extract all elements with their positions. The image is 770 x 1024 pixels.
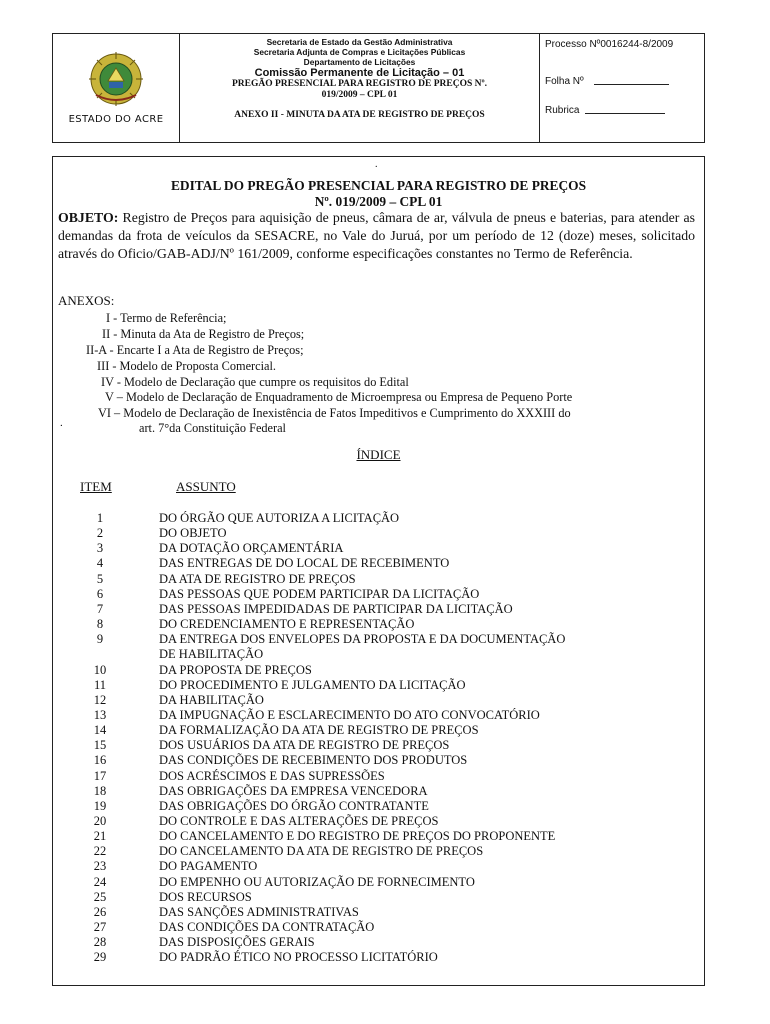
index-item-number: 22 <box>93 844 107 859</box>
index-item-number: 27 <box>93 920 107 935</box>
index-item-number: 26 <box>93 904 107 919</box>
index-item-text: DAS PESSOAS QUE PODEM PARTICIPAR DA LICITAÇÃO <box>159 586 480 601</box>
index-column-item: ITEM <box>80 479 112 494</box>
index-item-number: 3 <box>96 541 104 556</box>
index-item-text: DAS OBRIGAÇÕES DO ÓRGÃO CONTRATANTE <box>159 798 429 813</box>
index-item-text: DO CANCELAMENTO E DO REGISTRO DE PREÇOS DO PROPONENTE <box>159 829 556 844</box>
anexo-item: II-A - Encarte I a Ata de Registro de Preços; <box>86 343 304 357</box>
index-item-number: 24 <box>93 874 107 889</box>
pregao-line-2: 019/2009 – CPL 01 <box>321 90 398 100</box>
index-item-number: 6 <box>96 586 104 601</box>
departamento-line: Departamento de Licitações <box>303 57 416 67</box>
pregao-line-1: PREGÃO PRESENCIAL PARA REGISTRO DE PREÇOS Nº. <box>231 79 487 89</box>
index-item-number: 17 <box>93 768 107 783</box>
index-item-text: DO CONTROLE E DAS ALTERAÇÕES DE PREÇOS <box>159 814 439 828</box>
index-item-number: 19 <box>93 798 107 813</box>
objeto-paragraph <box>58 209 695 263</box>
index-item-number: 14 <box>93 723 107 738</box>
secretaria-line: Secretaria de Estado da Gestão Administrativa <box>266 37 453 47</box>
comissao-line: Comissão Permanente de Licitação – 01 <box>254 67 465 79</box>
anexo-item: III - Modelo de Proposta Comercial. <box>97 359 276 373</box>
folha-label: Folha Nº <box>545 76 584 87</box>
folha-field <box>545 76 669 87</box>
index-item-text: DAS SANÇÕES ADMINISTRATIVAS <box>159 904 359 919</box>
index-item-number: 15 <box>93 738 107 753</box>
index-item-number: 21 <box>93 829 107 844</box>
state-label: ESTADO DO ACRE <box>68 114 164 125</box>
index-item-number: 29 <box>93 950 107 965</box>
anexo-dot: . <box>60 417 63 429</box>
folha-blank <box>594 84 669 85</box>
document-header <box>52 33 705 143</box>
index-item-text: DA IMPUGNAÇÃO E ESCLARECIMENTO DO ATO CONVOCATÓRIO <box>159 707 540 722</box>
secretaria-adjunta-line: Secretaria Adjunta de Compras e Licitações Públicas <box>253 47 466 57</box>
index-item-text: DO PADRÃO ÉTICO NO PROCESSO LICITATÓRIO <box>159 950 438 965</box>
index-item-number: 23 <box>93 859 107 874</box>
document-page <box>52 156 705 986</box>
index-item-text: DO PAGAMENTO <box>159 859 258 874</box>
state-seal-icon <box>88 51 144 107</box>
index-item-text: DA ATA DE REGISTRO DE PREÇOS <box>159 571 356 586</box>
anexo-item-continuation: art. 7°da Constituição Federal <box>139 421 286 435</box>
index-item-text: DAS ENTREGAS DE DO LOCAL DE RECEBIMENTO <box>159 556 450 571</box>
rubrica-label: Rubrica <box>545 105 580 116</box>
objeto-text: Registro de Preços para aquisição de pneus, câmara de ar, válvula de pneus e baterias, para atender as demandas da frota de veículos da SESACRE, no Vale do Juruá, por um período de 12 (doze) meses, solicitado através do Oficio/GAB-ADJ/Nº 161/2009, conforme especificações constantes no Termo de Referência. <box>58 210 695 261</box>
anexo-item: V – Modelo de Declaração de Enquadramento de Microempresa ou Empresa de Pequeno Porte <box>105 390 573 404</box>
index-item-text: DAS CONDIÇÕES DA CONTRATAÇÃO <box>159 920 375 935</box>
index-item-text: DAS OBRIGAÇÕES DA EMPRESA VENCEDORA <box>159 783 428 798</box>
index-item-text: DAS DISPOSIÇÕES GERAIS <box>159 935 315 950</box>
index-item-number: 25 <box>93 889 107 904</box>
index-item-number: 28 <box>93 935 107 950</box>
index-item-number: 5 <box>96 571 104 586</box>
index-item-text: DO EMPENHO OU AUTORIZAÇÃO DE FORNECIMENTO <box>159 874 475 889</box>
index-item-text: DO ÓRGÃO QUE AUTORIZA A LICITAÇÃO <box>159 511 400 525</box>
index-item-number: 16 <box>93 753 107 768</box>
top-dot: . <box>375 159 378 170</box>
index-item-text: DOS USUÁRIOS DA ATA DE REGISTRO DE PREÇOS <box>159 738 450 753</box>
index-item-text-continuation: DE HABILITAÇÃO <box>159 647 264 662</box>
index-item-text: DAS PESSOAS IMPEDIDADAS DE PARTICIPAR DA LICITAÇÃO <box>159 601 513 616</box>
document-title: EDITAL DO PREGÃO PRESENCIAL PARA REGISTRO DE PREÇOS <box>170 178 587 193</box>
rubrica-field <box>545 105 665 116</box>
rubrica-blank <box>585 113 665 114</box>
index-item-number: 11 <box>93 677 107 692</box>
index-item-number: 1 <box>96 511 104 525</box>
anexo-item: VI – Modelo de Declaração de Inexistência de Fatos Impeditivos e Cumprimento do XXXIII do <box>98 406 571 420</box>
index-item-number: 20 <box>93 814 107 828</box>
index-item-text: DA FORMALIZAÇÃO DA ATA DE REGISTRO DE PREÇOS <box>159 723 479 738</box>
indice-heading <box>53 447 704 463</box>
index-item-number: 2 <box>96 526 104 541</box>
index-item-text: DA DOTAÇÃO ORÇAMENTÁRIA <box>159 541 344 556</box>
header-agency-cell <box>180 34 540 142</box>
index-item-number: 13 <box>93 707 107 722</box>
anexo-item: II - Minuta da Ata de Registro de Preços; <box>102 327 305 341</box>
index-item-text: DAS CONDIÇÕES DE RECEBIMENTO DOS PRODUTOS <box>159 753 468 768</box>
index-item-text: DO OBJETO <box>159 526 227 541</box>
index-item-number: 4 <box>96 556 104 571</box>
index-item-number: 18 <box>93 783 107 798</box>
anexo-item: I - Termo de Referência; <box>106 311 227 325</box>
index-column-assunto: ASSUNTO <box>176 479 236 494</box>
objeto-label: OBJETO: <box>58 210 119 225</box>
index-item-number: 12 <box>93 692 107 707</box>
anexo-title: ANEXO II - MINUTA DA ATA DE REGISTRO DE PREÇOS <box>234 110 485 120</box>
header-process-cell <box>540 34 704 142</box>
document-title-number: Nº. 019/2009 – CPL 01 <box>314 194 443 209</box>
processo-number: Processo Nº0016244-8/2009 <box>545 39 674 50</box>
index-item-number: 8 <box>96 617 104 632</box>
index-item-text: DA HABILITAÇÃO <box>159 692 264 707</box>
index-item-number: 9 <box>96 632 104 647</box>
anexos-heading: ANEXOS: <box>58 293 115 308</box>
anexo-item: IV - Modelo de Declaração que cumpre os requisitos do Edital <box>101 375 409 389</box>
index-item-text: DA PROPOSTA DE PREÇOS <box>159 662 312 677</box>
index-item-text: DO CREDENCIAMENTO E REPRESENTAÇÃO <box>159 617 415 632</box>
index-item-text: DO PROCEDIMENTO E JULGAMENTO DA LICITAÇÃO <box>159 677 466 692</box>
header-logo-cell <box>53 34 180 142</box>
index-item-number: 10 <box>93 662 107 677</box>
index-item-text: DA ENTREGA DOS ENVELOPES DA PROPOSTA E DA DOCUMENTAÇÃO <box>159 632 566 647</box>
index-item-number: 7 <box>96 601 104 616</box>
index-item-text: DOS RECURSOS <box>159 889 252 904</box>
indice-heading-text: ÍNDICE <box>356 447 401 462</box>
index-item-text: DO CANCELAMENTO DA ATA DE REGISTRO DE PREÇOS <box>159 844 484 859</box>
index-item-text: DOS ACRÉSCIMOS E DAS SUPRESSÕES <box>159 768 385 783</box>
